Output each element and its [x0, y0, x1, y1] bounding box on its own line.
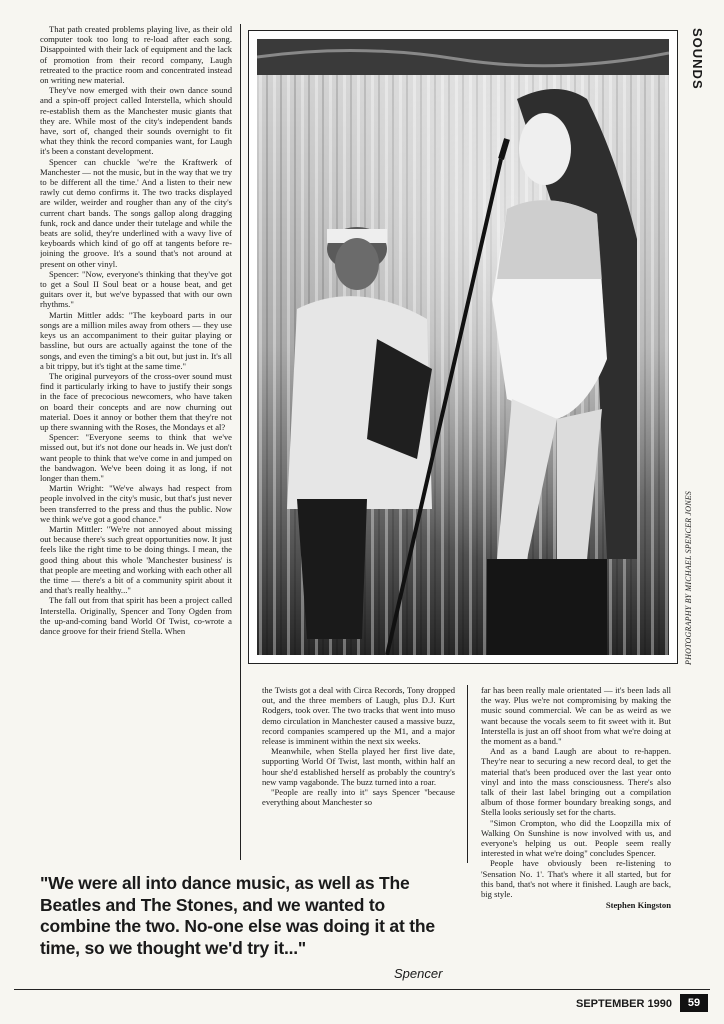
issue-date: SEPTEMBER 1990	[576, 998, 672, 1010]
paragraph: They've now emerged with their own dance sound and a spin-off project called Interstella, which should re-establish them as the Manchester music giants that they are. While most of the city's independent bands have, sort of, changed their sounds overnight to fit what they think the record companies want, for Laugh it's been a constant development.	[40, 85, 232, 157]
byline: Stephen Kingston	[605, 900, 671, 911]
photo-credit: PHOTOGRAPHY BY MICHAEL SPENCER JONES	[684, 490, 693, 665]
paragraph: Martin Mittler: "We're not annoyed about missing out because there's such great opportunities now. It just feels like the right time to be doing things. I mean, the good thing about this whole 'Manchester business' is that people are meeting and working with each other all the time — there's a bit of a community spirit about it and that's really healthy..."	[40, 523, 232, 596]
paragraph: The fall out from that spirit has been a project called Interstella. Originally, Spencer and Tony Ogden from the up-and-coming band World Of Twist, co-wrote a dance groove for their friend Stella. When	[40, 595, 232, 636]
paragraph: Martin Mittler adds: "The keyboard parts in our songs are a million miles away from others — they use keys us an accompaniment to their guitar playing or bassline, but ours are actually against the tone of the songs, and even the timing's a bit out, but just in. It's all a bit trippy, but it's tight at the same time."	[40, 309, 232, 371]
paragraph: "People are really into it" says Spencer "because everything about Manchester so	[262, 787, 455, 808]
paragraph: Meanwhile, when Stella played her first live date, supporting World Of Twist, last month, within half an hour she'd established herself as probably the country's new vamp vagabonde. The buzz turned into a roar.	[262, 746, 455, 787]
page-number: 59	[680, 994, 708, 1012]
footer-rule	[14, 989, 710, 990]
paragraph: "Simon Crompton, who did the Loopzilla mix of Walking On Sunshine is now involved with us, and everyone's helping us out. People seem really interested in what we're doing" concludes Spencer.	[481, 817, 671, 859]
article-column-1	[40, 24, 232, 862]
paragraph: People have obviously been re-listening to 'Sensation No. 1'. That's where it all started, but for this band, that's not where it finished. Laugh are back, big style.	[481, 858, 671, 900]
column-rule	[467, 685, 468, 863]
column-rule	[240, 24, 241, 860]
paragraph: Spencer: "Everyone seems to think that we've missed out, but it's not done our heads in. We just don't want people to think that we've come in and jumped on the bandwagon. We've been doing it as long, if not longer than them."	[40, 432, 232, 483]
article-column-3	[481, 685, 671, 985]
paragraph: Spencer can chuckle 'we're the Kraftwerk of Manchester — not the music, but in the way that we try to be different all the time.' And a listen to their new rawly cut demo confirms it. The two tracks displayed are wilder, weirder and rougher than any of the city's current chart bands. The songs gallop along dragging funk, rock and dance under their tutelage and while the beats are solid, they're underlined with a wavy live of keyboards which kind of go off at tangents before re-joining the groove. It's a sound that's not around at present on other vinyl.	[40, 156, 232, 269]
paragraph: far has been really male orientated — it's been lads all the way. Plus we're not compromising by making the music sound commercial. We can be as weird as we want because the vocals seem to fit sweet with it. But Interstella is just an off shoot from what we're doing at the moment as a band."	[481, 685, 671, 747]
pull-quote: "We were all into dance music, as well as The Beatles and The Stones, and we wanted to combine the two. No-one else was doing it at the time, so we thought we'd try it..."	[40, 873, 435, 958]
section-label: SOUNDS	[690, 28, 705, 90]
paragraph: The original purveyors of the cross-over sound must find it particularly irking to have to justify their songs in the face of precocious newcomers, who have taken on board their concepts and are now churning out material. Does it annoy or bother them that they're not up there swanning with the Roses, the Mondays et al?	[40, 370, 232, 432]
pull-quote-attribution: Spencer	[394, 966, 443, 981]
paragraph: the Twists got a deal with Circa Records, Tony dropped out, and the three members of Laugh, plus D.J. Kurt Rodgers, took over. The two tracks that went into muso demo circulation in Manchester caused a massive buzz, record companies scampered up the M1, and a major release is imminent within the next six weeks.	[262, 685, 455, 747]
paragraph: Spencer: "Now, everyone's thinking that they've got to get a Soul II Soul beat or a house beat, and get guitars over it, but we've bypassed that with our own rhythms."	[40, 268, 232, 310]
article-column-2	[262, 685, 455, 865]
paragraph: Martin Wright: "We've always had respect from people involved in the city's music, but that's just never been transferred to the press and thus the public. Now we think we've got a good chance."	[40, 483, 232, 524]
paragraph: And as a band Laugh are about to re-happen. They're near to securing a new record deal, to get the material that's been produced over the last year onto vinyl and into the mass consciousness. There's also talk of their last label bringing out a compilation album of those former boundary breaking songs, and Stella looks seriously set for the charts.	[481, 746, 671, 818]
photo-frame	[248, 30, 678, 664]
band-photo	[257, 39, 669, 655]
paragraph: That path created problems playing live, as their old computer took too long to re-load after each song. Disappointed with their lack of equipment and the lack of promotion from their record company, Laugh retreated to the practice room and concentrated instead on writing new material.	[40, 24, 232, 86]
